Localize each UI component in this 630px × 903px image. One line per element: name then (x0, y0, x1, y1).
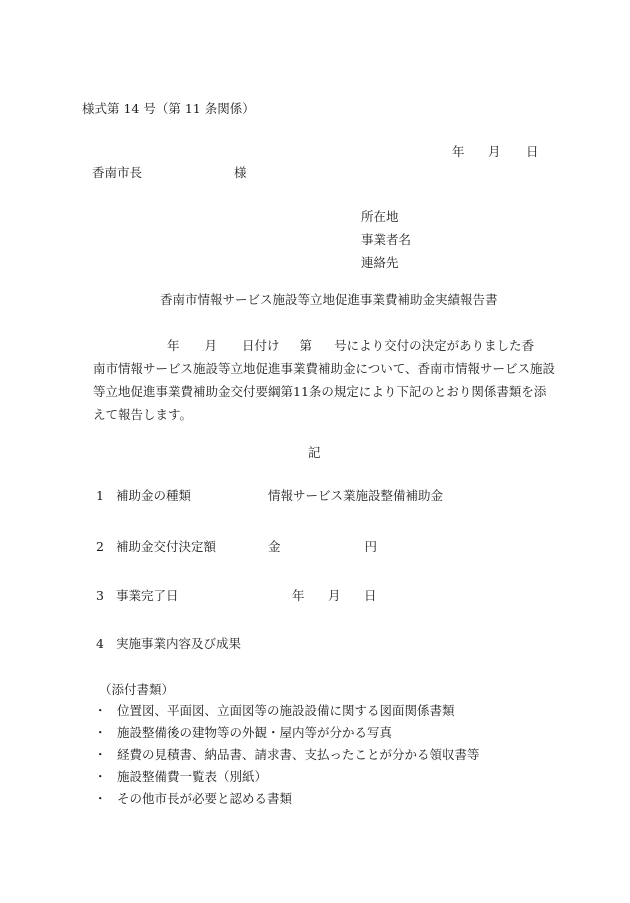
body-date-label: 日付け (242, 338, 280, 353)
bullet: ・ (94, 725, 107, 740)
body-number-label: 第 (299, 338, 313, 353)
attachment-text: 位置図、平面図、立面図等の施設設備に関する図面関係書類 (117, 703, 455, 718)
body-year-label: 年 (167, 338, 180, 353)
item-number: 3 (96, 588, 104, 603)
list-item (94, 771, 480, 793)
item-number: 4 (96, 636, 104, 651)
item-subsidy-type (96, 490, 443, 503)
completion-month-label: 月 (328, 588, 341, 603)
item-project-results (96, 638, 241, 651)
body-line-3: 等立地促進事業費補助金交付要綱第11条の規定により下記のとおり関係書類を添 (93, 384, 547, 399)
list-item (94, 727, 480, 749)
item-label: 事業完了日 (116, 588, 179, 603)
body-paragraph (93, 334, 556, 426)
date-line (452, 146, 539, 159)
item-label: 補助金の種類 (116, 488, 192, 503)
attachment-text: 施設整備費一覧表（別紙） (117, 769, 268, 784)
item-value: 情報サービス業施設整備補助金 (268, 488, 444, 503)
attachment-text: 経費の見積書、納品書、請求書、支払ったことが分かる領収書等 (117, 747, 480, 762)
body-line-1 (93, 334, 549, 357)
completion-day-label: 日 (364, 588, 377, 603)
list-item (94, 793, 480, 815)
applicant-block (361, 211, 411, 280)
attachment-text: 施設整備後の建物等の外観・屋内等が分かる写真 (117, 725, 393, 740)
item-value-prefix: 金 (268, 539, 281, 554)
business-name-label: 事業者名 (361, 232, 412, 247)
document-title: 香南市情報サービス施設等立地促進事業費補助金実績報告書 (160, 292, 498, 307)
addressee-mayor: 香南市長 (92, 165, 143, 180)
body-line-1-rest: 号により交付の決定がありました香 (334, 338, 535, 353)
item-label: 実施事業内容及び成果 (116, 636, 242, 651)
body-line-2: 南市情報サービス施設等立地促進事業費補助金について、香南市情報サービス施設 (93, 361, 556, 376)
bullet: ・ (94, 703, 107, 718)
body-month-label: 月 (204, 338, 218, 353)
form-number: 様式第 14 号（第 11 条関係） (82, 101, 255, 116)
attachment-text: その他市長が必要と認める書類 (117, 791, 293, 806)
attachments-heading: （添付書類） (99, 682, 175, 697)
item-completion-date (96, 590, 377, 603)
item-value-suffix: 円 (364, 539, 378, 554)
list-item (94, 705, 480, 727)
body-line-4: えて報告します。 (93, 407, 193, 422)
item-number: 1 (96, 488, 104, 503)
item-grant-amount (96, 541, 377, 554)
date-day-label: 日 (526, 144, 539, 159)
addressee-honorific: 様 (234, 165, 247, 180)
attachments-list (94, 705, 480, 815)
bullet: ・ (94, 769, 107, 784)
contact-label: 連絡先 (361, 255, 399, 270)
date-month-label: 月 (488, 144, 501, 159)
ki-heading: 記 (308, 445, 321, 460)
bullet: ・ (94, 791, 107, 806)
completion-year-label: 年 (292, 588, 305, 603)
item-number: 2 (96, 539, 104, 554)
addressee (92, 167, 247, 180)
item-label: 補助金交付決定額 (116, 539, 217, 554)
date-year-label: 年 (452, 144, 465, 159)
address-label: 所在地 (361, 209, 399, 224)
bullet: ・ (94, 747, 107, 762)
list-item (94, 749, 480, 771)
